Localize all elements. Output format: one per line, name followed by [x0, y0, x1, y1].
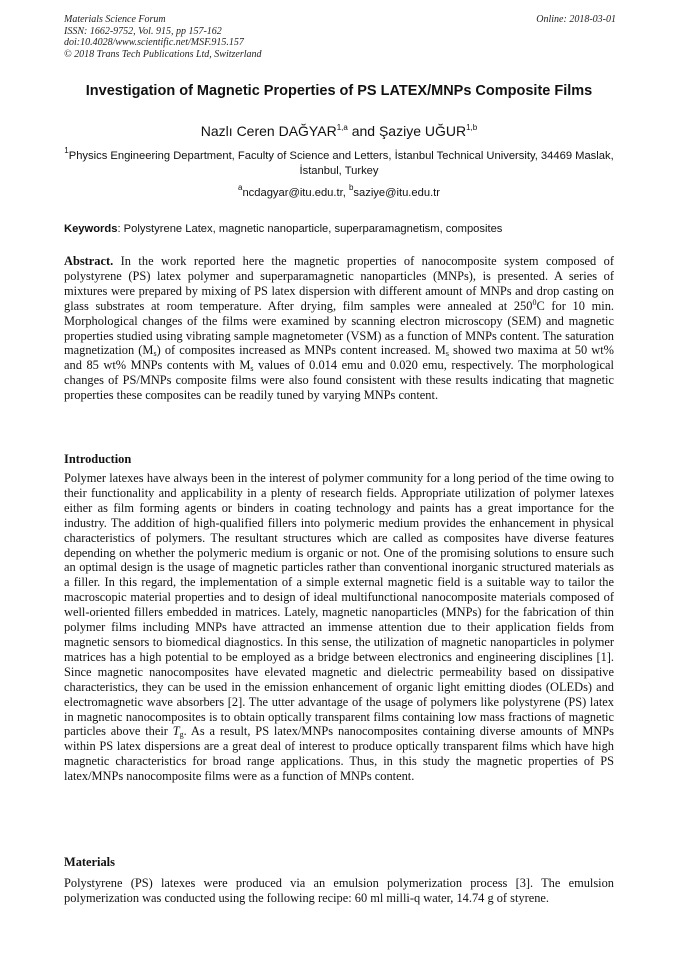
- abstract: [64, 254, 614, 403]
- online-date: Online: 2018-03-01: [536, 14, 616, 25]
- journal-name: Materials Science Forum: [64, 14, 166, 25]
- paper-title: Investigation of Magnetic Properties of PS LATEX/MNPs Composite Films: [85, 83, 593, 99]
- keywords-label: Keywords: [64, 223, 118, 235]
- abstract-label: Abstract.: [64, 254, 114, 268]
- tg-subscript: g: [179, 730, 184, 740]
- keywords: [64, 222, 614, 237]
- issn-line: ISSN: 1662-9752, Vol. 915, pp 157-162: [64, 25, 222, 37]
- affiliation-sup: 1: [64, 146, 69, 155]
- introduction-paragraph: [64, 471, 614, 784]
- ms-subscript: s: [250, 364, 254, 374]
- ms-subscript: s: [153, 349, 157, 359]
- intro-text-2: . As a result, PS latex/MNPs nanocomposites containing diverse amounts of MNPs within PS latex dispersions are a great deal of interest to produce optically transparent films which have high magnetic characteristics for broad range applications. Thus, in this study the magnetic properties of PS latex/MNPs nanocomposite films were as a function of MNPs content.: [64, 724, 614, 784]
- ms-subscript: s: [445, 349, 449, 359]
- author-line: [64, 122, 614, 140]
- journal-header: [64, 14, 262, 60]
- author-2-sup: 1,b: [466, 123, 478, 132]
- author-1: Nazlı Ceren DAĞYAR: [200, 123, 337, 139]
- author-1-sup: 1,a: [336, 123, 348, 132]
- email-b[interactable]: saziye@itu.edu.tr: [353, 187, 441, 199]
- affiliation-text: Physics Engineering Department, Faculty of Science and Letters, İstanbul Technical University, 34469 Maslak, İstanbul, Turkey: [68, 150, 614, 177]
- intro-text-1: Polymer latexes have always been in the interest of polymer community for a long period of the time owing to their functionality and applicability in a plenty of research fields. Appropriate utilization of polymer latexes either as film forming agents or binders in coating technology and paints has a great importance for the industry. The addition of high-qualified fillers into polymeric medium provides the enhancement in physical characteristics of polymers. The resultant structures which are called as composites have diverse features depending on whether the polymeric medium is organic or not. One of the promising solutions to ensure such an optimal design is the usage of magnetic particles rather than conventional inorganic structured materials as a filler. In this regard, the implementation of a simple external magnetic field is a suitable way to tailor the macroscopic material properties and to design of ideal multifunctional nanocomposite materials composed of well-oriented fillers embedded in matrices. Lately, magnetic nanoparticles (MNPs) for the fabrication of thin polymer films including MNPs have attracted an immense attention due to their application fields from magnetic sensors to biomedical diagnostics. In this sense, the utilization of magnetic nanoparticles in polymer matrices has a high potential to be employed as a bridge between electronics and engineering disciplines [1]. Since magnetic nanocomposites have elevated magnetic and dielectric permeability based on dissipative characteristics, they can be used in the emission enhancement of organic light emitting diodes (OLEDs) and electromagnetic wave absorbers [2]. The utter advantage of the usage of polymers like polystyrene (PS) latex in magnetic nanocomposites is to obtain optically transparent films containing low mass fractions of magnetic particles above their: [64, 471, 614, 739]
- author-emails: [64, 183, 614, 201]
- author-conjunction: and: [347, 123, 379, 139]
- materials-heading: Materials: [64, 855, 115, 869]
- abstract-text-1: In the work reported here the magnetic properties of nanocomposite system composed of polystyrene (PS) latex polymer and superparamagnetic nanoparticles (MNPs), is presented. A series of mixtures were prepared by mixing of PS latex dispersion with different amount of MNPs and drop casting on glass substrates at room temperature. After drying, film samples were annealed at 250: [64, 254, 614, 313]
- abstract-text-2: C for 10 min. Morphological changes of the films were examined by scanning electron microscopy (SEM) and magnetic properties studied using vibrating sample magnetometer (VSM) as a function of MNPs content. The saturation magnetization (M: [64, 298, 614, 358]
- copyright-line: © 2018 Trans Tech Publications Ltd, Switzerland: [64, 48, 262, 60]
- tg-symbol: T: [172, 724, 180, 739]
- degree-sup: 0: [532, 297, 537, 307]
- email-b-sup: b: [348, 183, 354, 192]
- introduction-heading: Introduction: [64, 452, 132, 466]
- email-a-sup: a: [237, 183, 243, 192]
- author-2: Şaziye UĞUR: [378, 123, 467, 139]
- abstract-text-4: showed two maxima at 50 wt% and 85 wt% MNPs contents with M: [64, 343, 614, 373]
- doi-line: doi:10.4028/www.scientific.net/MSF.915.157: [64, 37, 244, 48]
- abstract-text-3: ) of composites increased as MNPs content increased. M: [156, 343, 446, 358]
- materials-paragraph: Polystyrene (PS) latexes were produced via an emulsion polymerization process [3]. The emulsion polymerization was conducted using the following recipe: 60 ml milli-q water, 14.74 g of styrene.: [64, 876, 614, 905]
- email-a[interactable]: ncdagyar@itu.edu.tr,: [242, 187, 349, 199]
- affiliation: [64, 146, 614, 179]
- abstract-text-5: values of 0.014 emu and 0.020 emu, respectively. The morphological changes of PS/MNPs composite films were also found consistent with these results indicating that magnetic properties these composites can be readily tuned by varying MNPs content.: [64, 358, 614, 403]
- keywords-text: : Polystyrene Latex, magnetic nanoparticle, superparamagnetism, composites: [117, 223, 503, 235]
